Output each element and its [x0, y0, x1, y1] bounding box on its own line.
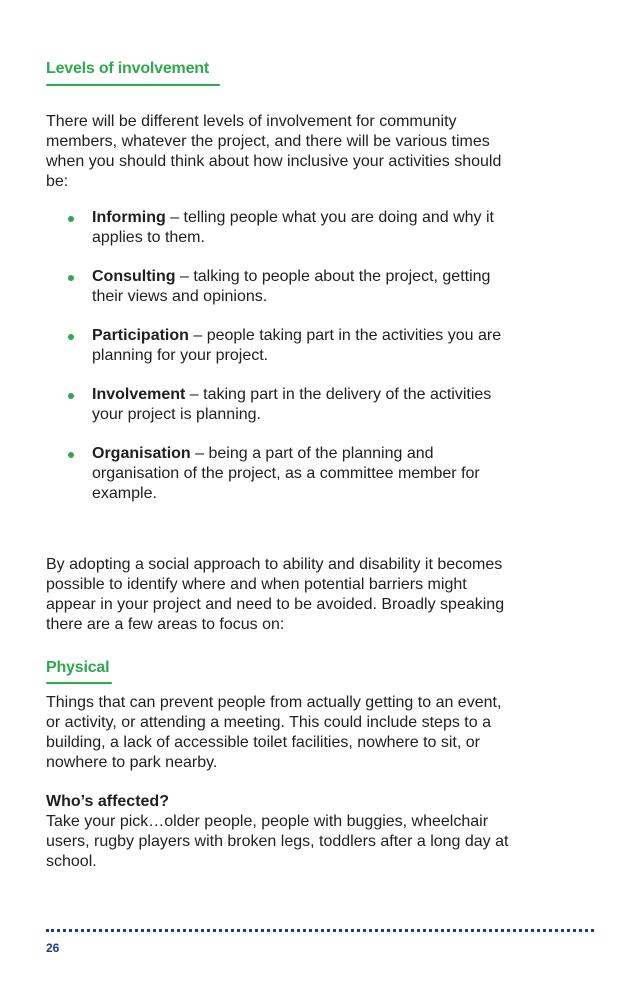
- list-item-term: Informing: [92, 209, 166, 226]
- section-heading-levels: Levels of involvement: [46, 60, 209, 77]
- physical-paragraph: Things that can prevent people from actually getting to an event, or activity, or attending a meeting. This could include steps to a building, a lack of accessible toilet facilities, nowhere to sit, or nowhere to park nearby.: [46, 694, 502, 771]
- section-heading-physical: Physical: [46, 659, 110, 676]
- page-number: 26: [46, 941, 60, 955]
- who-affected-paragraph: Take your pick…older people, people with buggies, wheelchair users, rugby players with broken legs, toddlers after a long day at school.: [46, 813, 509, 870]
- bullet-icon: [68, 216, 74, 222]
- list-item-term: Participation: [92, 327, 189, 344]
- bullet-icon: [68, 393, 74, 399]
- list-item-term: Involvement: [92, 386, 186, 403]
- list-item-description: – people taking part in the activities you are planning for your project.: [92, 327, 502, 364]
- list-item-text: [92, 385, 512, 425]
- bullet-icon: [68, 275, 74, 281]
- bullet-icon: [68, 452, 74, 458]
- list-item-description: – talking to people about the project, getting their views and opinions.: [92, 268, 491, 305]
- list-item-description: – telling people what you are doing and why it applies to them.: [92, 209, 494, 246]
- who-affected-title: Who’s affected?: [46, 793, 169, 810]
- list-item-text: [92, 444, 512, 504]
- list-item-description: – taking part in the delivery of the activities your project is planning.: [92, 386, 492, 423]
- heading-underline: [46, 682, 112, 684]
- heading-underline: [46, 84, 220, 86]
- footer-divider: [46, 929, 594, 932]
- list-item-term: Consulting: [92, 268, 176, 285]
- intro-paragraph: There will be different levels of involvement for community members, whatever the project, and there will be various times when you should think about how inclusive your activities should be:: [46, 113, 502, 190]
- list-item-text: [92, 208, 512, 248]
- bullet-icon: [68, 334, 74, 340]
- list-item-text: [92, 326, 512, 366]
- social-approach-paragraph: By adopting a social approach to ability and disability it becomes possible to identify where and when potential barriers might appear in your project and need to be avoided. Broadly speaking there are a few areas to focus on:: [46, 556, 505, 633]
- list-item-term: Organisation: [92, 445, 191, 462]
- list-item-description: – being a part of the planning and organisation of the project, as a committee member for example.: [92, 445, 480, 502]
- list-item-text: [92, 267, 512, 307]
